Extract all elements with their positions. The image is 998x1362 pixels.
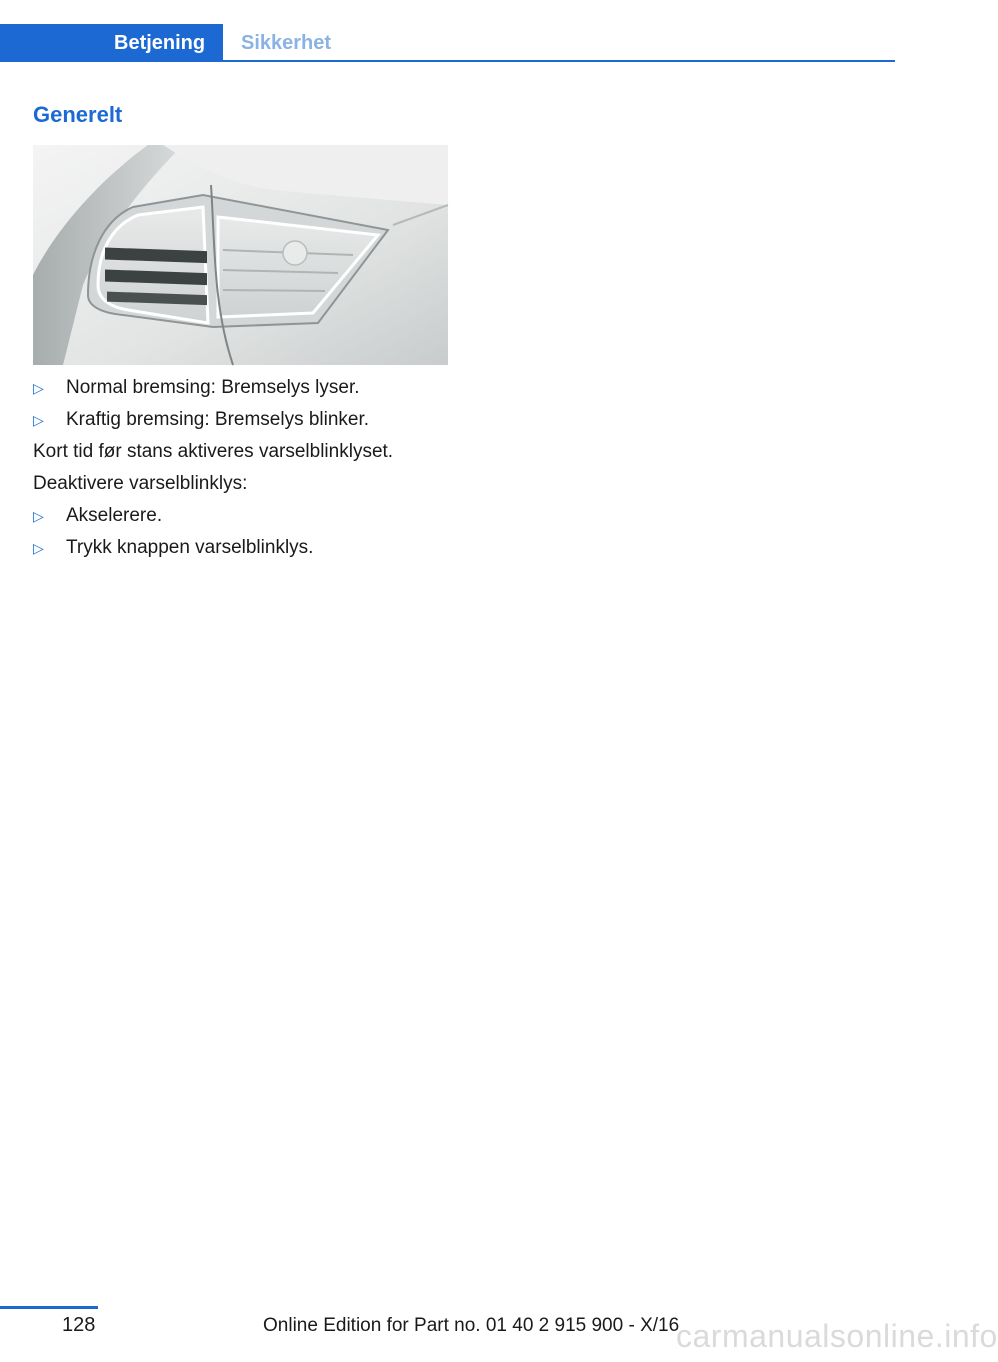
page-number: 128 xyxy=(62,1314,96,1336)
tab-bar-underline xyxy=(0,60,895,62)
body-content xyxy=(33,372,453,564)
tail-light-illustration xyxy=(33,145,448,365)
edition-note: Online Edition for Part no. 01 40 2 915 900 - X/16 xyxy=(263,1315,680,1336)
tab-bar xyxy=(0,24,895,62)
list-item: ▷ Normal bremsing: Bremselys lyser. xyxy=(33,372,453,404)
subheading: Deaktivere varselblinklys: xyxy=(33,473,248,494)
list-item: ▷ Kraftig bremsing: Bremselys blinker. xyxy=(33,404,453,436)
triangle-bullet-icon: ▷ xyxy=(33,380,44,396)
list-item: ▷ Akselerere. xyxy=(33,500,453,532)
tab-sikkerhet[interactable]: Sikkerhet xyxy=(241,32,332,54)
paragraph: Kort tid før stans aktiveres varselblinklyset. xyxy=(33,441,394,462)
tab-betjening[interactable]: Betjening xyxy=(0,24,223,62)
list-item: ▷ Trykk knappen varselblinklys. xyxy=(33,532,453,564)
triangle-bullet-icon: ▷ xyxy=(33,508,44,524)
footer-accent-line xyxy=(0,1306,98,1309)
triangle-bullet-icon: ▷ xyxy=(33,412,44,428)
triangle-bullet-icon: ▷ xyxy=(33,540,44,556)
watermark: carmanualsonline.info xyxy=(676,1318,998,1354)
section-title: Generelt xyxy=(33,102,123,127)
